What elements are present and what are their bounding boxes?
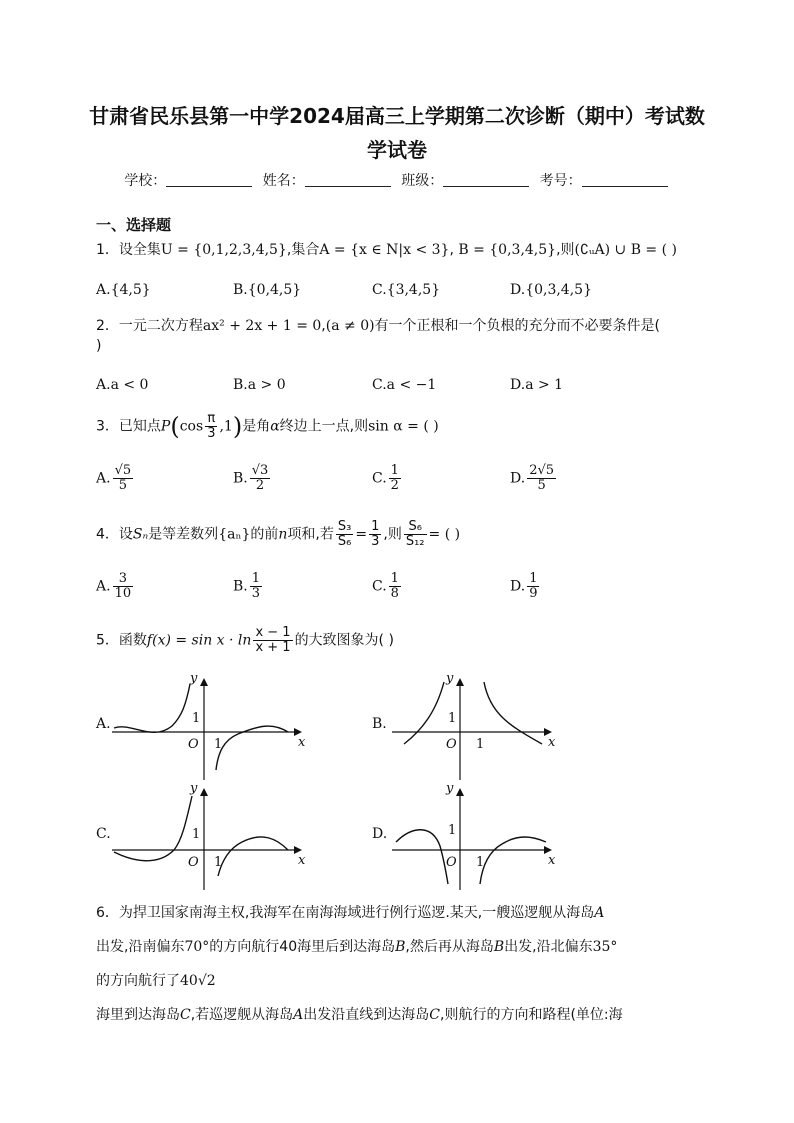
q2-math-eq: ax² + 2x + 1 = 0 (202, 318, 322, 334)
q3-option-b[interactable]: B. $\frac{√3}{2}$ (233, 463, 269, 493)
q1-text: ,则 (556, 242, 575, 258)
tick-1-y: 1 (192, 711, 201, 726)
q3-coord: ,1 (219, 418, 233, 435)
tick-1-y: 1 (448, 711, 457, 726)
q5-option-b[interactable]: B. (372, 716, 387, 732)
q5-func: f(x) = sin x · ln (146, 632, 252, 649)
q5-text: 的大致图象为( ) (294, 632, 394, 649)
q3-text: 是角 (242, 418, 271, 435)
q3-point-p: P (160, 418, 171, 435)
q2-math-cond: (a ≠ 0) (325, 318, 375, 334)
q4-text: ,则 (383, 526, 402, 543)
q4-option-b[interactable]: B. $\frac{1}{3}$ (233, 571, 261, 601)
y-axis-label: y (190, 671, 198, 686)
x-axis-label: x (298, 735, 306, 750)
origin-label: O (446, 855, 457, 870)
q5-text: 5．函数 (96, 632, 147, 649)
q2-option-b[interactable]: B.a > 0 (233, 377, 286, 393)
exam-number-label: 考号： (539, 173, 582, 189)
y-axis-label: y (190, 781, 198, 796)
x-axis-label: x (548, 735, 556, 750)
question-2-stem (96, 316, 706, 356)
tick-1-x: 1 (214, 855, 223, 870)
q1-text: , (449, 242, 459, 258)
q1-option-c[interactable]: C.{3,4,5} (372, 282, 441, 298)
q1-option-a[interactable]: A.{4,5} (96, 282, 151, 298)
exam-number-blank[interactable] (582, 172, 668, 187)
y-axis-label: y (446, 671, 454, 686)
q3-text: 终边上一点,则 (279, 418, 369, 435)
q4-option-a[interactable]: A. $\frac{3}{10}$ (96, 571, 132, 601)
q2-option-a[interactable]: A.a < 0 (96, 377, 149, 393)
origin-label: O (446, 737, 457, 752)
origin-label: O (188, 737, 199, 752)
question-3-stem: 3．已知点P(cos $\frac{\pi}{3}$ ,1)是角α终边上一点,则sin α = ( ) (96, 411, 439, 441)
q3-option-d[interactable]: D. $\frac{2√5}{5}$ (510, 463, 555, 493)
tick-1-y: 1 (448, 823, 457, 838)
q4-text: 的前 (250, 526, 279, 543)
x-axis-label: x (548, 853, 556, 868)
q5-option-c[interactable]: C. (96, 826, 111, 842)
question-4-stem: 4．设Sₙ是等差数列{aₙ}的前n项和,若 $\frac{\text{S₃}}{\text{S₆}}$ = $\frac{1}{3}$ ,则 $\frac{\text{S₆}}{\text{S₁₂}}$ = ( ) (96, 519, 461, 549)
name-blank[interactable] (305, 172, 391, 187)
q3-frac-num: π (205, 412, 217, 427)
q4-option-c[interactable]: C. $\frac{1}{8}$ (372, 571, 399, 601)
question-1-stem (96, 240, 706, 260)
q1-math-a: A = {x ∈ N|x < 3} (319, 242, 450, 258)
q3-alpha: α (270, 418, 280, 435)
tick-1-x: 1 (476, 737, 485, 752)
q4-sn: Sₙ (132, 526, 149, 543)
q3-cos: cos (179, 418, 204, 435)
tick-1-x: 1 (214, 737, 223, 752)
name-label: 姓名： (262, 173, 305, 189)
q4-an: {aₙ} (218, 526, 251, 543)
question-5-stem: 5．函数f(x) = sin x · ln $\frac{x - 1}{x + 1}$ 的大致图象为( ) (96, 625, 394, 655)
q4-text: 4．设 (96, 526, 133, 543)
class-label: 班级： (401, 173, 444, 189)
q2-text: ) (96, 338, 102, 354)
q2-option-d[interactable]: D.a > 1 (510, 377, 564, 393)
school-label: 学校： (124, 173, 167, 189)
q1-text: 1．设全集 (96, 242, 161, 258)
page-title-line-1: 甘肃省民乐县第一中学2024届高三上学期第二次诊断（期中）考试数 (89, 104, 705, 128)
q1-option-d[interactable]: D.{0,3,4,5} (510, 282, 592, 298)
q3-frac-den: 3 (207, 426, 216, 441)
origin-label: O (188, 855, 199, 870)
q5-graph-c (112, 780, 312, 890)
q1-text: ,集合 (286, 242, 320, 258)
q4-option-d[interactable]: D. $\frac{1}{9}$ (510, 571, 538, 601)
q5-graph-a (112, 670, 312, 780)
q2-text: , (321, 318, 326, 334)
class-blank[interactable] (443, 172, 529, 187)
q2-option-c[interactable]: C.a < −1 (372, 377, 437, 393)
q1-math-expr: (∁ᵤA) ∪ B = ( ) (574, 242, 677, 258)
q3-option-c[interactable]: C. $\frac{1}{2}$ (372, 463, 399, 493)
page-title-line-2: 学试卷 (367, 138, 427, 162)
q1-math-b: B = {0,3,4,5} (458, 242, 557, 258)
q5-option-d[interactable]: D. (372, 826, 388, 842)
q5-option-a[interactable]: A. (96, 716, 111, 732)
section-heading: 一、选择题 (96, 216, 172, 234)
q5-graph-d (392, 780, 562, 890)
q5-graph-b (392, 670, 562, 780)
y-axis-label: y (446, 781, 454, 796)
q3-text: 3．已知点 (96, 418, 161, 435)
q4-text: 是等差数列 (148, 526, 219, 543)
q3-option-a[interactable]: A. $\frac{√5}{5}$ (96, 463, 132, 493)
q4-n: n (278, 526, 288, 543)
tick-1-x: 1 (476, 855, 485, 870)
q4-text: 项和,若 (287, 526, 334, 543)
question-6-stem: 6．为捍卫国家南海主权,我海军在南海海域进行例行巡逻.某天,一艘巡逻舰从海岛A 出发,沿南偏东70°的方向航行40海里后到达海岛B,然后再从海岛B出发,沿北偏东35° 的方向航行了40√2 海里到达海岛C,若巡逻舰从海岛A出发沿直线到达海岛C,则航行的方向和路程(单位:海 (96, 905, 623, 1023)
school-blank[interactable] (166, 172, 252, 187)
tick-1-y: 1 (192, 827, 201, 842)
q3-sin: sin α = ( ) (368, 418, 439, 435)
q2-text: 2．一元二次方程 (96, 318, 203, 334)
student-info-line (0, 170, 794, 190)
q1-option-b[interactable]: B.{0,4,5} (233, 282, 302, 298)
q2-text: 有一个正根和一个负根的充分而不必要条件是( (374, 318, 661, 334)
q1-math-u: U = {0,1,2,3,4,5} (160, 242, 287, 258)
x-axis-label: x (298, 853, 306, 868)
q4-end: = ( ) (428, 526, 461, 543)
